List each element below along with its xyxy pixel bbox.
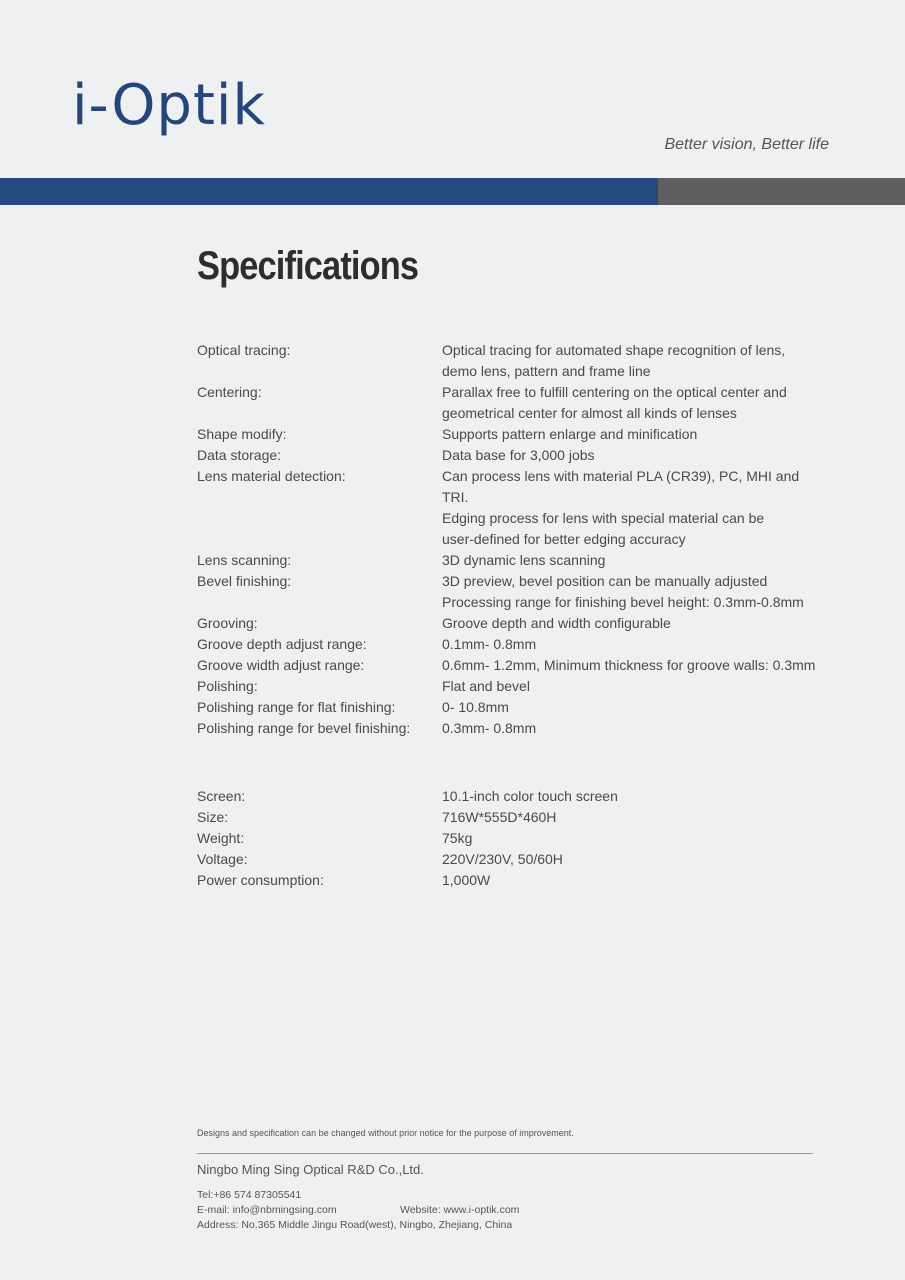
spec-label: Shape modify: bbox=[197, 426, 287, 442]
spec-value bbox=[442, 613, 822, 634]
spec-label: Weight: bbox=[197, 830, 245, 846]
footer-divider bbox=[197, 1153, 813, 1154]
spec-value-line: Edging process for lens with special material can be bbox=[442, 510, 765, 526]
spec-value bbox=[442, 697, 822, 718]
contact-tel: Tel:+86 574 87305541 bbox=[197, 1189, 302, 1201]
spec-group-processing bbox=[197, 340, 822, 739]
spec-value bbox=[442, 849, 822, 870]
spec-value-line: Data base for 3,000 jobs bbox=[442, 447, 595, 463]
spec-value bbox=[442, 445, 822, 466]
spec-value bbox=[442, 786, 822, 807]
header-band-blue bbox=[0, 178, 658, 205]
disclaimer-notice: Designs and specification can be changed without prior notice for the purpose of improvement. bbox=[197, 1128, 574, 1138]
spec-row bbox=[197, 340, 822, 382]
spec-value bbox=[442, 340, 822, 382]
spec-label: Centering: bbox=[197, 384, 262, 400]
contact-email: E-mail: info@nbmingsing.com bbox=[197, 1204, 337, 1216]
spec-row bbox=[197, 807, 822, 828]
spec-label: Power consumption: bbox=[197, 872, 324, 888]
spec-label: Bevel finishing: bbox=[197, 573, 292, 589]
spec-value bbox=[442, 655, 822, 676]
spec-value bbox=[442, 676, 822, 697]
spec-row bbox=[197, 870, 822, 891]
spec-value-line: 0.3mm- 0.8mm bbox=[442, 720, 537, 736]
spec-value bbox=[442, 424, 822, 445]
spec-value-line: Processing range for finishing bevel height: 0.3mm-0.8mm bbox=[442, 594, 804, 610]
spec-row bbox=[197, 718, 822, 739]
spec-row bbox=[197, 655, 822, 676]
spec-row bbox=[197, 424, 822, 445]
spec-label: Screen: bbox=[197, 788, 246, 804]
spec-label: Size: bbox=[197, 809, 229, 825]
contact-website: Website: www.i-optik.com bbox=[400, 1204, 520, 1216]
spec-value-line: 3D dynamic lens scanning bbox=[442, 552, 606, 568]
spec-value-line: 75kg bbox=[442, 830, 473, 846]
spec-value bbox=[442, 466, 822, 550]
spec-label: Voltage: bbox=[197, 851, 248, 867]
spec-value-line: 0.6mm- 1.2mm, Minimum thickness for groove walls: 0.3mm bbox=[442, 657, 816, 673]
spec-value-line: 716W*555D*460H bbox=[442, 809, 557, 825]
spec-value-line: Parallax free to fulfill centering on the optical center and bbox=[442, 384, 787, 400]
spec-value bbox=[442, 382, 822, 424]
spec-value-line: 3D preview, bevel position can be manually adjusted bbox=[442, 573, 768, 589]
spec-row bbox=[197, 634, 822, 655]
brand-tagline: Better vision, Better life bbox=[664, 136, 829, 153]
spec-label: Polishing: bbox=[197, 678, 258, 694]
spec-row bbox=[197, 466, 822, 550]
spec-value bbox=[442, 870, 822, 891]
page-title: Specifications bbox=[197, 244, 419, 288]
spec-row bbox=[197, 550, 822, 571]
spec-value bbox=[442, 571, 822, 613]
spec-value-line: user-defined for better edging accuracy bbox=[442, 531, 686, 547]
spec-value bbox=[442, 718, 822, 739]
contact-block bbox=[197, 1188, 519, 1233]
spec-value-line: Supports pattern enlarge and minification bbox=[442, 426, 698, 442]
spec-value-line: 0- 10.8mm bbox=[442, 699, 509, 715]
spec-value bbox=[442, 550, 822, 571]
spec-row bbox=[197, 613, 822, 634]
contact-address: Address: No.365 Middle Jingu Road(west), Ningbo, Zhejiang, China bbox=[197, 1219, 513, 1231]
spec-row bbox=[197, 849, 822, 870]
specifications-list bbox=[197, 340, 822, 891]
spec-row bbox=[197, 571, 822, 613]
spec-value-line: Optical tracing for automated shape recognition of lens, bbox=[442, 342, 786, 358]
spec-label: Polishing range for bevel finishing: bbox=[197, 720, 411, 736]
spec-group-hardware bbox=[197, 786, 822, 891]
spec-value bbox=[442, 807, 822, 828]
spec-label: Lens material detection: bbox=[197, 468, 346, 484]
spec-label: Grooving: bbox=[197, 615, 258, 631]
spec-label: Data storage: bbox=[197, 447, 282, 463]
spec-value-line: geometrical center for almost all kinds of lenses bbox=[442, 405, 737, 421]
spec-label: Groove depth adjust range: bbox=[197, 636, 367, 652]
spec-row bbox=[197, 828, 822, 849]
spec-value-line: 1,000W bbox=[442, 872, 491, 888]
spec-label: Polishing range for flat finishing: bbox=[197, 699, 396, 715]
spec-row bbox=[197, 445, 822, 466]
spec-value-line: demo lens, pattern and frame line bbox=[442, 363, 651, 379]
spec-value-line: 220V/230V, 50/60H bbox=[442, 851, 563, 867]
spec-label: Lens scanning: bbox=[197, 552, 292, 568]
spec-value-line: Can process lens with material PLA (CR39), PC, MHI and TRI. bbox=[442, 468, 800, 505]
spec-value-line: Flat and bevel bbox=[442, 678, 530, 694]
spec-value bbox=[442, 634, 822, 655]
brand-logo: i-Optik bbox=[72, 73, 266, 138]
spec-label: Groove width adjust range: bbox=[197, 657, 365, 673]
spec-value-line: 10.1-inch color touch screen bbox=[442, 788, 618, 804]
spec-row bbox=[197, 697, 822, 718]
spec-value bbox=[442, 828, 822, 849]
company-name: Ningbo Ming Sing Optical R&D Co.,Ltd. bbox=[197, 1162, 424, 1177]
spec-value-line: Groove depth and width configurable bbox=[442, 615, 671, 631]
spec-value-line: 0.1mm- 0.8mm bbox=[442, 636, 537, 652]
header-band-gray bbox=[658, 178, 905, 205]
spec-row bbox=[197, 382, 822, 424]
spec-group-divider bbox=[197, 739, 822, 786]
spec-label: Optical tracing: bbox=[197, 342, 291, 358]
spec-row bbox=[197, 676, 822, 697]
spec-row bbox=[197, 786, 822, 807]
